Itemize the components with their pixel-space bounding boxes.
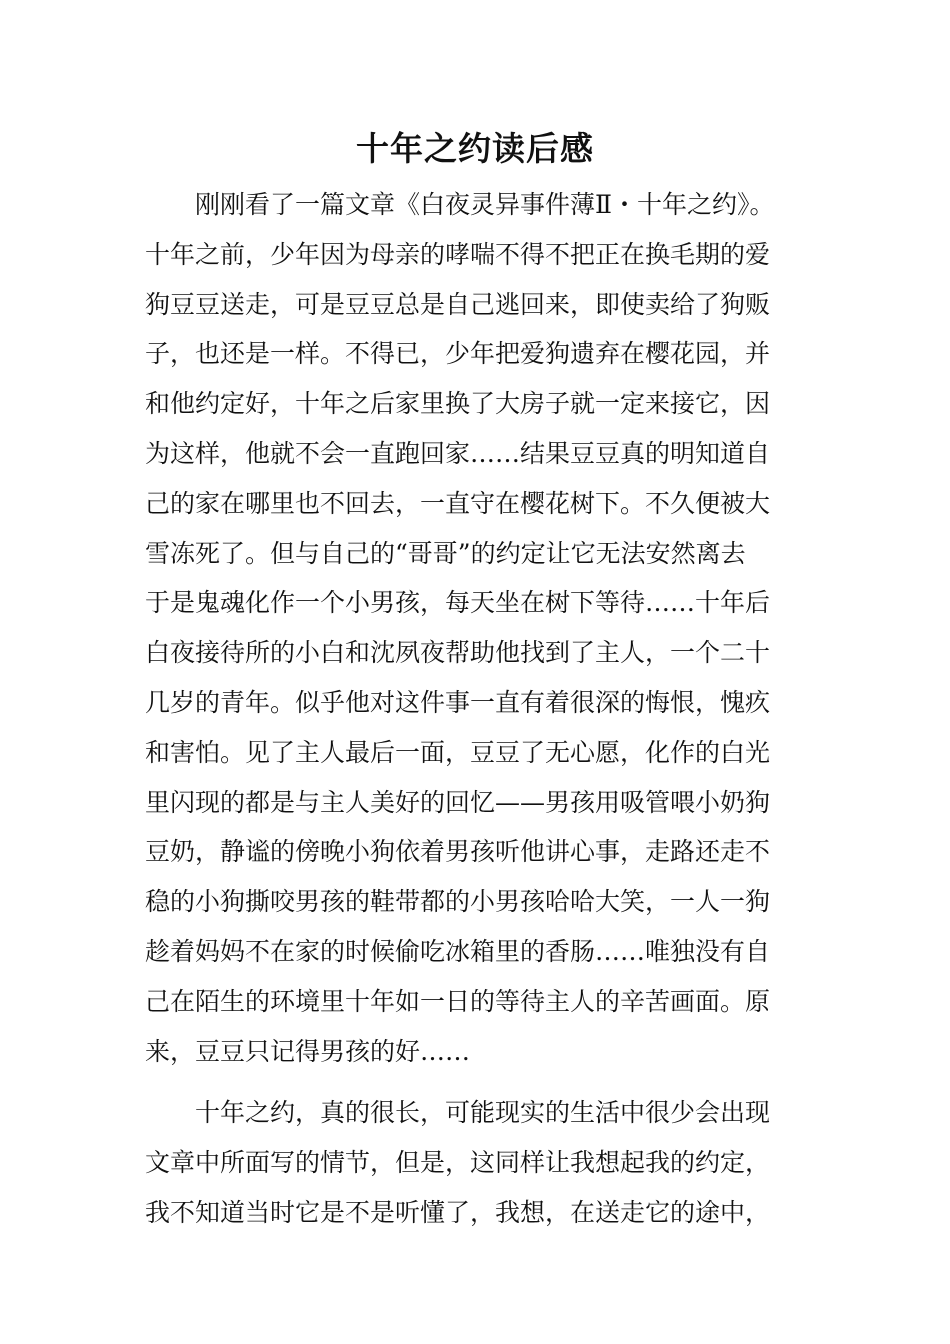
text-line: 己的家在哪里也不回去，一直守在樱花树下。不久便被大 (145, 488, 771, 518)
text-line: 和他约定好，十年之后家里换了大房子就一定来接它，因 (145, 389, 771, 419)
text-line: 十年之约，真的很长，可能现实的生活中很少会出现 (145, 1098, 771, 1128)
text-line: 几岁的青年。似乎他对这件事一直有着很深的悔恨，愧疚 (145, 687, 771, 717)
text-line: 刚刚看了一篇文章《白夜灵异事件薄Ⅱ・十年之约》。 (145, 190, 775, 219)
text-line: 稳的小狗撕咬男孩的鞋带都的小男孩哈哈大笑，一人一狗 (145, 887, 771, 917)
text-line: 豆奶，静谧的傍晚小狗依着男孩听他讲心事，走路还走不 (145, 837, 771, 867)
paragraph-1 (145, 180, 845, 1076)
text-line: 来，豆豆只记得男孩的好…… (145, 1036, 471, 1066)
paragraph-gap (145, 1076, 845, 1088)
document-body (145, 180, 845, 1238)
text-line: 为这样，他就不会一直跑回家……结果豆豆真的明知道自 (145, 438, 771, 468)
text-line: 雪冻死了。但与自己的“哥哥”的约定让它无法安然离去 (145, 538, 746, 568)
text-line: 狗豆豆送走，可是豆豆总是自己逃回来，即使卖给了狗贩 (145, 289, 771, 319)
text-line: 白夜接待所的小白和沈夙夜帮助他找到了主人，一个二十 (145, 638, 771, 668)
text-line: 里闪现的都是与主人美好的回忆——男孩用吸管喂小奶狗 (145, 787, 771, 817)
text-line: 子，也还是一样。不得已，少年把爱狗遗弃在樱花园，并 (145, 339, 771, 369)
document-title: 十年之约读后感 (356, 129, 594, 168)
paragraph-2 (145, 1088, 845, 1237)
text-line: 于是鬼魂化作一个小男孩，每天坐在树下等待……十年后 (145, 588, 771, 618)
text-line: 己在陌生的环境里十年如一日的等待主人的辛苦画面。原 (145, 986, 771, 1016)
text-line: 我不知道当时它是不是听懂了，我想，在送走它的途中， (145, 1197, 771, 1227)
text-line: 和害怕。见了主人最后一面，豆豆了无心愿，化作的白光 (145, 737, 771, 767)
text-line: 十年之前，少年因为母亲的哮喘不得不把正在换毛期的爱 (145, 239, 771, 269)
text-line: 趁着妈妈不在家的时候偷吃冰箱里的香肠……唯独没有自 (145, 936, 771, 966)
text-line: 文章中所面写的情节，但是，这同样让我想起我的约定， (145, 1148, 771, 1178)
